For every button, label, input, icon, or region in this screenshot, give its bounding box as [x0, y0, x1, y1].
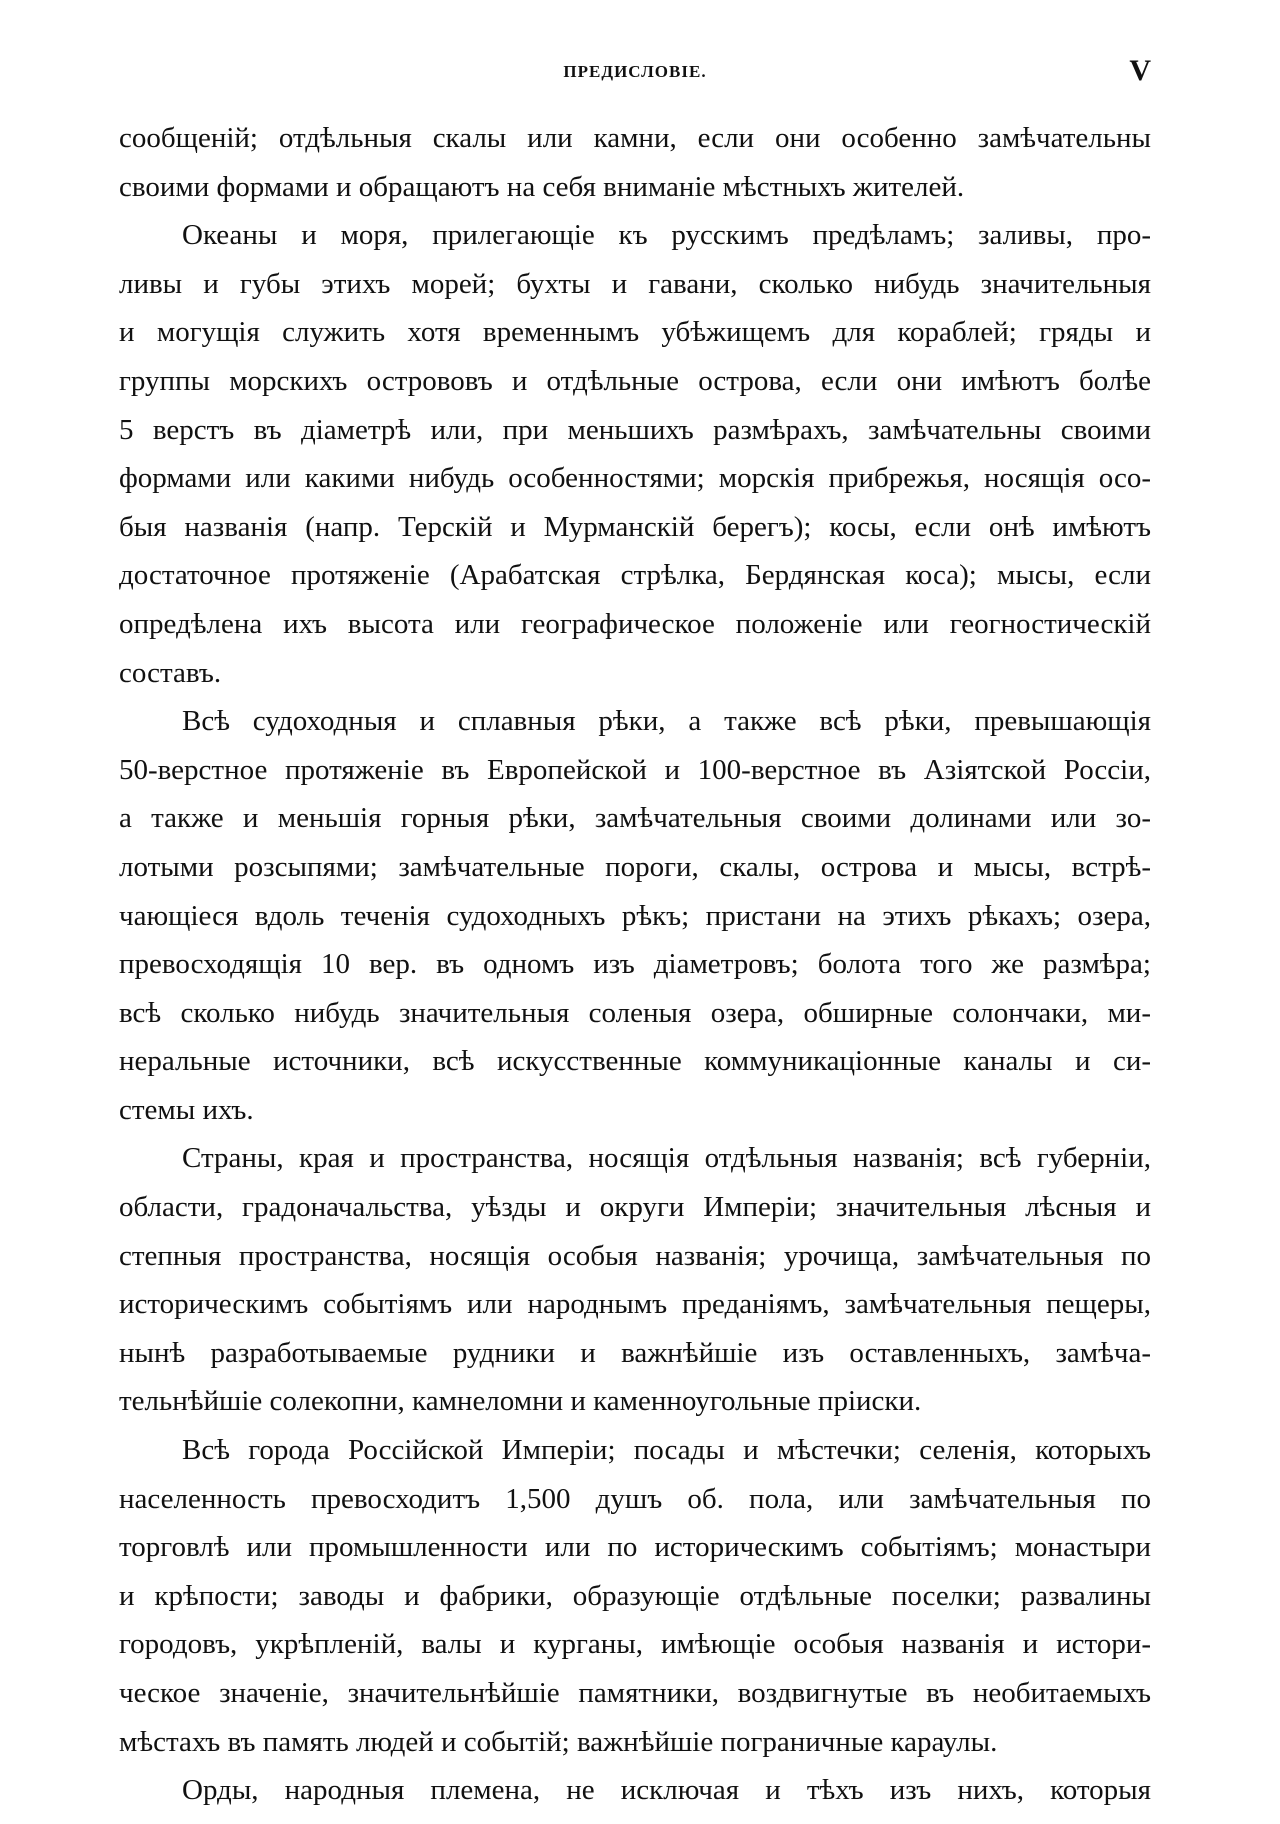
- text-line: степныя пространства, носящія особыя названія; урочища, замѣчательныя по: [119, 1239, 1151, 1272]
- text-line: Всѣ города Россійской Имперіи; посады и мѣстечки; селенія, которыхъ: [182, 1434, 1151, 1467]
- text-line: а также и меньшія горныя рѣки, замѣчательныя своими долинами или зо-: [119, 802, 1151, 835]
- paragraph: [119, 1426, 1151, 1766]
- page-number: V: [1129, 54, 1151, 87]
- text-line: превосходящія 10 вер. въ одномъ изъ діаметровъ; болота того же размѣра;: [119, 948, 1151, 981]
- text-line: Океаны и моря, прилегающіе къ русскимъ предѣламъ; заливы, про-: [182, 219, 1151, 252]
- text-line: своими формами и обращаютъ на себя вниманіе мѣстныхъ жителей.: [119, 170, 965, 203]
- text-line: стемы ихъ.: [119, 1093, 254, 1126]
- text-line: нынѣ разработываемые рудники и важнѣйшіе изъ оставленныхъ, замѣча-: [119, 1336, 1151, 1369]
- text-line: ческое значеніе, значительнѣйшіе памятники, воздвигнутые въ необитаемыхъ: [119, 1677, 1151, 1709]
- text-line: и могущія служить хотя временнымъ убѣжищемъ для кораблей; гряды и: [119, 316, 1151, 349]
- text-line: чающіеся вдоль теченія судоходныхъ рѣкъ; пристани на этихъ рѣкахъ; озера,: [119, 899, 1151, 932]
- text-line: всѣ сколько нибудь значительныя соленыя озера, обширные солончаки, ми-: [119, 996, 1151, 1029]
- text-line: опредѣлена ихъ высота или географическое положеніе или геогностическій: [119, 607, 1151, 640]
- text-line: 50-верстное протяженіе въ Европейской и 100-верстное въ Азіятской Россіи,: [119, 753, 1151, 786]
- text-line: составъ.: [119, 656, 222, 689]
- text-line: Орды, народныя племена, не исключая и тѣхъ изъ нихъ, которыя: [182, 1774, 1151, 1807]
- text-line: историческимъ событіямъ или народнымъ преданіямъ, замѣчательныя пещеры,: [119, 1288, 1151, 1321]
- paragraph: [119, 697, 1151, 1134]
- text-line: неральные источники, всѣ искусственные коммуникаціонные каналы и си-: [119, 1045, 1151, 1078]
- page-body: [119, 114, 1151, 1815]
- text-line: ливы и губы этихъ морей; бухты и гавани, сколько нибудь значительныя: [119, 267, 1151, 300]
- text-line: тельнѣйшіе солекопни, камнеломни и каменноугольные пріиски.: [119, 1385, 922, 1418]
- text-line: достаточное протяженіе (Арабатская стрѣлка, Бердянская коса); мысы, если: [119, 559, 1151, 592]
- paragraph: [119, 1766, 1151, 1815]
- text-line: группы морскихъ острововъ и отдѣльные острова, если они имѣютъ болѣе: [119, 364, 1151, 397]
- text-line: формами или какими нибудь особенностями; морскія прибрежья, носящія осо-: [119, 462, 1151, 495]
- text-line: области, градоначальства, уѣзды и округи Имперіи; значительныя лѣсныя и: [119, 1191, 1151, 1224]
- text-line: торговлѣ или промышленности или по историческимъ событіямъ; монастыри: [119, 1531, 1151, 1564]
- text-line: Всѣ судоходныя и сплавныя рѣки, а также всѣ рѣки, превышающія: [182, 705, 1151, 738]
- text-line: лотыми розсыпями; замѣчательные пороги, скалы, острова и мысы, встрѣ-: [119, 850, 1151, 883]
- text-line: быя названія (напр. Терскій и Мурманскій берегъ); косы, если онѣ имѣютъ: [119, 510, 1151, 543]
- text-line: и крѣпости; заводы и фабрики, образующіе отдѣльные поселки; развалины: [119, 1579, 1151, 1612]
- paragraph: [119, 211, 1151, 697]
- text-line: населенность превосходитъ 1,500 душъ об. пола, или замѣчательныя по: [119, 1482, 1151, 1515]
- text-line: 5 верстъ въ діаметрѣ или, при меньшихъ размѣрахъ, замѣчательны своими: [119, 413, 1151, 446]
- text-line: городовъ, укрѣпленій, валы и курганы, имѣющіе особыя названія и истори-: [119, 1628, 1151, 1661]
- text-line: сообщеній; отдѣльныя скалы или камни, если они особенно замѣчательны: [119, 122, 1151, 154]
- text-line: Страны, края и пространства, носящія отдѣльныя названія; всѣ губерніи,: [182, 1142, 1151, 1175]
- paragraph: [119, 1134, 1151, 1426]
- running-title: ПРЕДИСЛОВІЕ.: [563, 62, 707, 81]
- page-header: [119, 54, 1151, 90]
- paragraph: [119, 114, 1151, 211]
- text-line: мѣстахъ въ память людей и событій; важнѣйшіе пограничные караулы.: [119, 1725, 998, 1758]
